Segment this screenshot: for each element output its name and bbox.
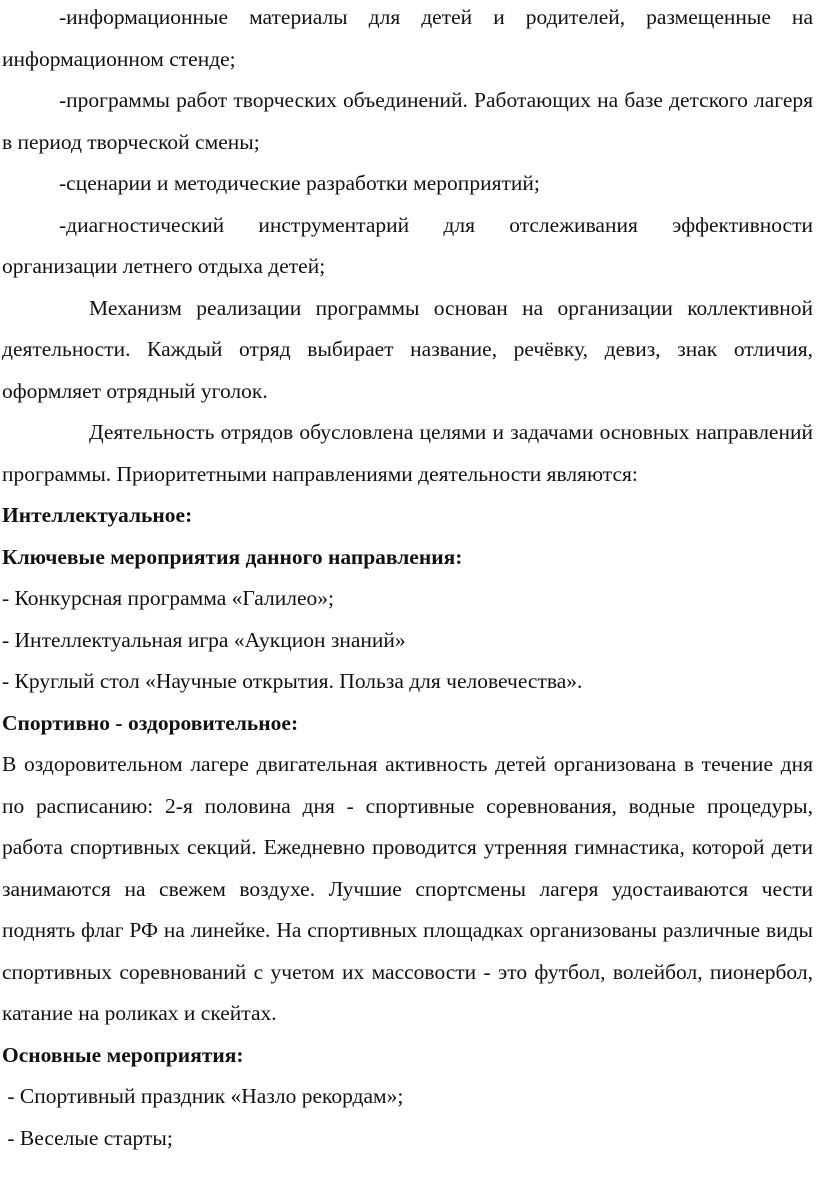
heading-intellectual: Интеллектуальное:: [2, 503, 193, 527]
list-item-auction: - Интеллектуальная игра «Аукцион знаний»: [2, 627, 406, 652]
heading-sport: Спортивно - оздоровительное:: [2, 710, 299, 735]
paragraph-programs: -программы работ творческих объединений. Работающих на базе детского лагеря в период творческой смены;: [2, 88, 813, 154]
list-item-sport-holiday: - Спортивный праздник «Назло рекордам»;: [2, 1084, 404, 1108]
paragraph-diagnostics: -диагностический инструментарий для отслеживания эффективности организации летнего отдыха детей;: [2, 212, 813, 278]
list-item-fun-starts: - Веселые старты;: [2, 1125, 173, 1150]
paragraph-info-materials: -информационные материалы для детей и родителей, размещенные на информационном стенде;: [2, 5, 813, 71]
subheading-key-events: Ключевые мероприятия данного направления:: [2, 544, 463, 569]
paragraph-mechanism: Механизм реализации программы основан на организации коллективной деятельности. Каждый отряд выбирает название, речёвку, девиз, знак отличия, оформляет отрядный уголок.: [2, 295, 813, 403]
paragraph-activities: Деятельность отрядов обусловлена целями и задачами основных направлений программы. Приоритетными направлениями деятельности являются:: [2, 420, 813, 486]
subheading-main-events: Основные мероприятия:: [2, 1042, 244, 1067]
paragraph-sport: В оздоровительном лагере двигательная активность детей организована в течение дня по расписанию: 2-я половина дня - спортивные соревнования, водные процедуры, работа спортивных секций. Ежедневно проводится утренняя гимнастика, которой дети занимаются на свежем воздухе. Лучшие спортсмены лагеря удостаиваются чести поднять флаг РФ на линейке. На спортивных площадках организованы различные виды спортивных соревнований с учетом их массовости - это футбол, волейбол, пионербол, катание на роликах и скейтах.: [2, 752, 813, 1025]
list-item-galileo: - Конкурсная программа «Галилео»;: [2, 586, 335, 610]
paragraph-scenarios: -сценарии и методические разработки мероприятий;: [59, 171, 540, 195]
list-item-round-table: - Круглый стол «Научные открытия. Польза для человечества».: [2, 669, 583, 693]
